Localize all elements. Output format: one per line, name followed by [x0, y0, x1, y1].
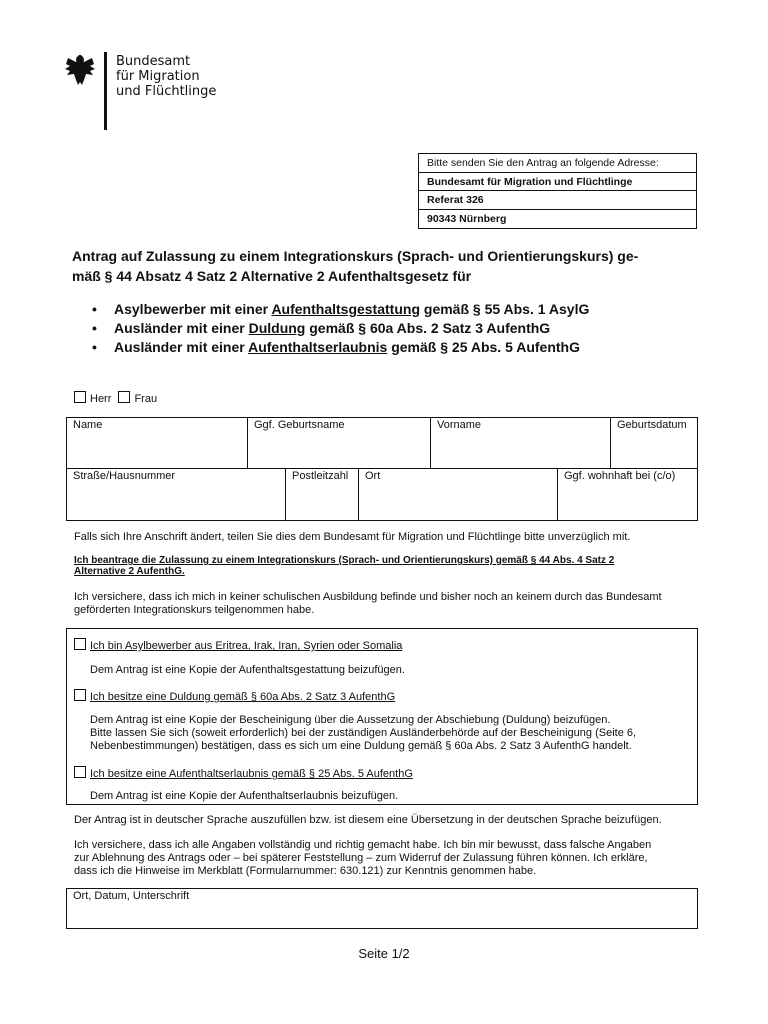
street-label: Straße/Hausnummer: [73, 470, 176, 482]
form-title-line-2: mäß § 44 Absatz 4 Satz 2 Alternative 2 Aufenthaltsgesetz für: [72, 268, 472, 284]
eligibility-list: [92, 300, 589, 357]
birthname-label: Ggf. Geburtsname: [254, 419, 345, 431]
address-agency: Bundesamt für Migration und Flüchtlinge: [419, 173, 696, 192]
zip-label: Postleitzahl: [292, 470, 349, 482]
logo-line-3: und Flüchtlinge: [116, 84, 217, 99]
bullet-text: gemäß § 25 Abs. 5 AufenthG: [387, 339, 580, 355]
street-field[interactable]: [67, 469, 285, 520]
option-asylum-note: Dem Antrag ist eine Kopie der Aufenthaltsgestattung beizufügen.: [90, 664, 405, 676]
assurance-text: [74, 591, 662, 617]
eligibility-item: [92, 300, 589, 319]
bullet-icon: •: [92, 320, 97, 336]
option-duldung-note: Nebenbestimmungen) bestätigen, dass es sich um eine Duldung gemäß § 60a Abs. 2 Satz 3 AufenthG handelt.: [90, 740, 632, 752]
bullet-underlined: Aufenthaltsgestattung: [271, 301, 420, 317]
declaration-line-3: dass ich die Hinweise im Merkblatt (Formularnummer: 630.121) zur Kenntnis genommen habe.: [74, 865, 537, 877]
language-note: Der Antrag ist in deutscher Sprache auszufüllen bzw. ist diesem eine Übersetzung in der deutschen Sprache beizufügen.: [74, 814, 662, 826]
logo-line-1: Bundesamt: [116, 54, 191, 69]
bullet-text: gemäß § 60a Abs. 2 Satz 3 AufenthG: [305, 320, 551, 336]
option-duldung-label: Ich besitze eine Duldung gemäß § 60a Abs. 2 Satz 3 AufenthG: [90, 691, 396, 703]
page-number: Seite 1/2: [358, 946, 410, 961]
salutation-row: [74, 391, 157, 405]
option-residence-checkbox[interactable]: [74, 766, 86, 778]
status-options-box: [66, 628, 698, 805]
name-label: Name: [73, 419, 103, 431]
frau-checkbox[interactable]: [118, 391, 130, 403]
option-duldung-note: Bitte lassen Sie sich (soweit erforderlich) bei der zuständigen Ausländerbehörde auf der Bescheinigung (Seite 6,: [90, 727, 637, 739]
address-intro: Bitte senden Sie den Antrag an folgende Adresse:: [419, 154, 696, 173]
signature-field[interactable]: [66, 888, 698, 929]
option-residence: [74, 766, 413, 781]
bullet-text: Ausländer mit einer: [114, 320, 249, 336]
city-field[interactable]: [359, 469, 557, 520]
bullet-icon: •: [92, 301, 97, 317]
zip-field[interactable]: [286, 469, 358, 520]
application-statement: [74, 555, 614, 577]
assurance-line-2: geförderten Integrationskurs teilgenommen habe.: [74, 604, 315, 616]
option-asylum-label: Ich bin Asylbewerber aus Eritrea, Irak, Iran, Syrien oder Somalia: [90, 640, 403, 652]
declaration-line-1: Ich versichere, dass ich alle Angaben vollständig und richtig gemacht habe. Ich bin mir bewusst, dass falsche Angaben: [74, 839, 652, 851]
application-line-1: Ich beantrage die Zulassung zu einem Integrationskurs (Sprach- und Orientierungskurs) gemäß § 44 Abs. 4 Satz 2: [74, 555, 615, 566]
birthdate-label: Geburtsdatum: [617, 419, 687, 431]
care-of-field[interactable]: [558, 469, 697, 520]
name-field[interactable]: [67, 418, 247, 468]
form-title: [72, 246, 702, 286]
declaration-text: [74, 839, 651, 878]
firstname-field[interactable]: [431, 418, 610, 468]
form-title-line-1: Antrag auf Zulassung zu einem Integrationskurs (Sprach- und Orientierungskurs) ge-: [72, 248, 639, 264]
address-change-note: Falls sich Ihre Anschrift ändert, teilen Sie dies dem Bundesamt für Migration und Flüchtlinge bitte unverzüglich mit.: [74, 531, 631, 543]
firstname-label: Vorname: [437, 419, 482, 431]
eligibility-item: [92, 319, 589, 338]
option-duldung: [74, 689, 395, 704]
bullet-text: Ausländer mit einer: [114, 339, 249, 355]
herr-checkbox[interactable]: [74, 391, 86, 403]
option-duldung-checkbox[interactable]: [74, 689, 86, 701]
option-residence-label: Ich besitze eine Aufenthaltserlaubnis gemäß § 25 Abs. 5 AufenthG: [90, 768, 413, 780]
option-asylum: [74, 638, 402, 653]
application-line-2: Alternative 2 AufenthG.: [74, 566, 185, 577]
bullet-underlined: Aufenthaltserlaubnis: [248, 339, 388, 355]
logo-divider: [104, 52, 107, 130]
option-asylum-checkbox[interactable]: [74, 638, 86, 650]
frau-label: Frau: [134, 393, 158, 405]
bullet-text: gemäß § 55 Abs. 1 AsylG: [420, 301, 590, 317]
birthdate-field[interactable]: [611, 418, 697, 468]
option-duldung-note: Dem Antrag ist eine Kopie der Bescheinigung über die Aussetzung der Abschiebung (Duldung) beizufügen.: [90, 714, 611, 726]
federal-eagle-icon: [64, 52, 96, 88]
signature-label: Ort, Datum, Unterschrift: [73, 890, 190, 902]
city-label: Ort: [365, 470, 381, 482]
option-duldung-notes: [90, 714, 636, 753]
option-residence-note: Dem Antrag ist eine Kopie der Aufenthaltserlaubnis beizufügen.: [90, 790, 399, 802]
birthname-field[interactable]: [248, 418, 430, 468]
eligibility-item: [92, 338, 589, 357]
personal-data-table: [66, 417, 698, 521]
logo-line-2: für Migration: [116, 69, 200, 84]
care-of-label: Ggf. wohnhaft bei (c/o): [564, 470, 676, 482]
send-to-address-box: [418, 153, 697, 229]
assurance-line-1: Ich versichere, dass ich mich in keiner schulischen Ausbildung befinde und bisher noch an keinem durch das Bundesamt: [74, 591, 662, 603]
declaration-line-2: zur Ablehnung des Antrags oder – bei späterer Feststellung – zum Widerruf der Zulassung führen können. Ich erkläre,: [74, 852, 648, 864]
herr-label: Herr: [90, 393, 112, 405]
address-referat: Referat 326: [419, 191, 696, 210]
bullet-text: Asylbewerber mit einer: [114, 301, 272, 317]
bullet-icon: •: [92, 339, 97, 355]
address-city: 90343 Nürnberg: [427, 212, 507, 225]
bullet-underlined: Duldung: [248, 320, 306, 336]
agency-logo-text: [116, 54, 216, 99]
